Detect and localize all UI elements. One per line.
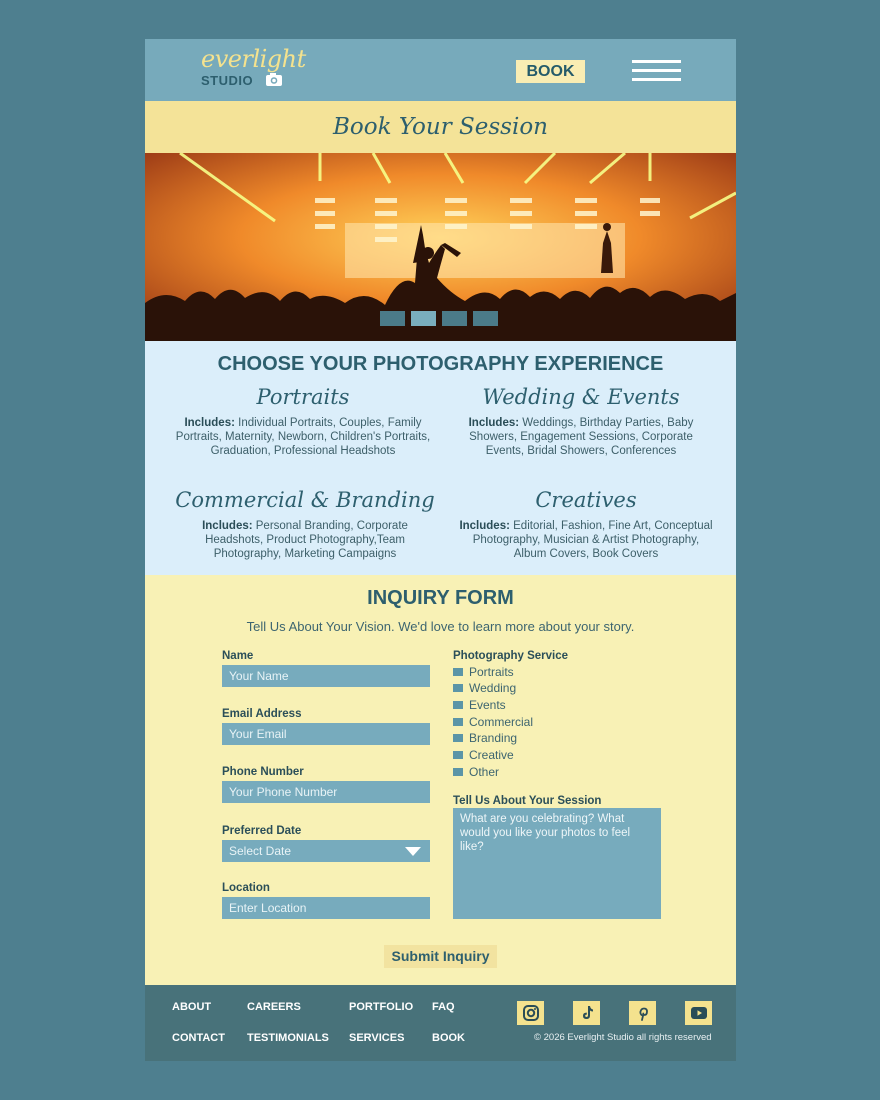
service-includes: Includes: Editorial, Fashion, Fine Art, Conceptual Photography, Musician & Artist Photography, Album Covers, Book Covers (459, 520, 713, 560)
experience-section (145, 341, 736, 575)
footer-link-book[interactable]: BOOK (432, 1032, 465, 1044)
footer-link-services[interactable]: SERVICES (349, 1032, 405, 1044)
session-textarea[interactable]: What are you celebrating? What would you like your photos to feel like? (453, 808, 661, 919)
service-wedding-events (451, 383, 711, 458)
site-footer (145, 985, 736, 1061)
footer-link-careers[interactable]: CAREERS (247, 1001, 301, 1013)
youtube-icon[interactable] (685, 1001, 712, 1025)
hero-carousel (145, 153, 736, 341)
page (145, 39, 736, 1061)
logo[interactable] (199, 45, 306, 95)
copyright-text: © 2026 Everlight Studio all rights reserved (534, 1032, 712, 1043)
carousel-dot-1[interactable] (380, 311, 405, 326)
carousel-dot-4[interactable] (473, 311, 498, 326)
service-name: Portraits (256, 385, 350, 409)
email-label: Email Address (222, 708, 302, 720)
service-label: Photography Service (453, 650, 569, 662)
carousel-dot-3[interactable] (442, 311, 467, 326)
site-header (145, 39, 736, 101)
dropdown-arrow-icon (405, 847, 421, 856)
service-option-events[interactable]: Events (453, 698, 506, 712)
form-subtitle: Tell Us About Your Vision. We'd love to learn more about your story. (246, 619, 635, 634)
session-label: Tell Us About Your Session (453, 795, 602, 807)
name-input[interactable]: Your Name (222, 665, 430, 687)
book-button[interactable]: BOOK (516, 60, 585, 83)
form-title: INQUIRY FORM (367, 587, 514, 609)
footer-link-faq[interactable]: FAQ (432, 1001, 455, 1013)
service-includes: Includes: Weddings, Birthday Parties, Baby Showers, Engagement Sessions, Corporate Events, Bridal Showers, Conferences (468, 417, 694, 457)
location-label: Location (222, 882, 270, 894)
carousel-dot-2[interactable] (411, 311, 436, 326)
banner-title: Book Your Session (333, 114, 548, 140)
footer-link-portfolio[interactable]: PORTFOLIO (349, 1001, 414, 1013)
checkbox[interactable] (453, 751, 463, 759)
pinterest-icon[interactable] (629, 1001, 656, 1025)
email-input[interactable]: Your Email (222, 723, 430, 745)
inquiry-form (145, 575, 736, 985)
footer-link-testimonials[interactable]: TESTIMONIALS (247, 1032, 329, 1044)
name-label: Name (222, 650, 254, 662)
footer-link-contact[interactable]: CONTACT (172, 1032, 225, 1044)
service-option-branding[interactable]: Branding (453, 731, 517, 745)
footer-link-about[interactable]: ABOUT (172, 1001, 212, 1013)
service-includes: Includes: Personal Branding, Corporate Headshots, Product Photography,Team Photography, Marketing Campaigns (202, 520, 408, 560)
service-commercial-branding (175, 486, 435, 561)
book-session-banner (145, 101, 736, 153)
camera-icon (265, 72, 283, 87)
carousel-dots (380, 311, 498, 326)
location-input[interactable]: Enter Location (222, 897, 430, 919)
date-label: Preferred Date (222, 825, 302, 837)
checkbox[interactable] (453, 734, 463, 742)
service-option-other[interactable]: Other (453, 765, 499, 779)
tiktok-icon[interactable] (573, 1001, 600, 1025)
logo-script: everlight (201, 45, 306, 73)
service-option-portraits[interactable]: Portraits (453, 665, 514, 679)
service-option-wedding[interactable]: Wedding (453, 681, 516, 695)
checkbox[interactable] (453, 701, 463, 709)
date-select-value: Select Date (229, 844, 292, 858)
checkbox[interactable] (453, 718, 463, 726)
date-select[interactable] (222, 840, 430, 862)
service-creatives (456, 486, 716, 561)
hamburger-menu-icon[interactable] (632, 60, 681, 82)
checkbox[interactable] (453, 668, 463, 676)
submit-inquiry-button[interactable]: Submit Inquiry (384, 945, 497, 968)
checkbox[interactable] (453, 768, 463, 776)
experience-title: CHOOSE YOUR PHOTOGRAPHY EXPERIENCE (217, 353, 664, 375)
service-name: Commercial & Branding (175, 488, 435, 512)
service-option-commercial[interactable]: Commercial (453, 715, 533, 729)
service-option-creative[interactable]: Creative (453, 748, 514, 762)
checkbox[interactable] (453, 684, 463, 692)
instagram-icon[interactable] (517, 1001, 544, 1025)
service-portraits (173, 383, 433, 458)
service-name: Wedding & Events (482, 385, 680, 409)
logo-studio: STUDIO (201, 73, 254, 88)
phone-input[interactable]: Your Phone Number (222, 781, 430, 803)
service-includes: Includes: Individual Portraits, Couples, Family Portraits, Maternity, Newborn, Children's Portraits, Graduation, Professional Headshots (175, 417, 431, 457)
phone-label: Phone Number (222, 766, 304, 778)
service-name: Creatives (535, 488, 637, 512)
